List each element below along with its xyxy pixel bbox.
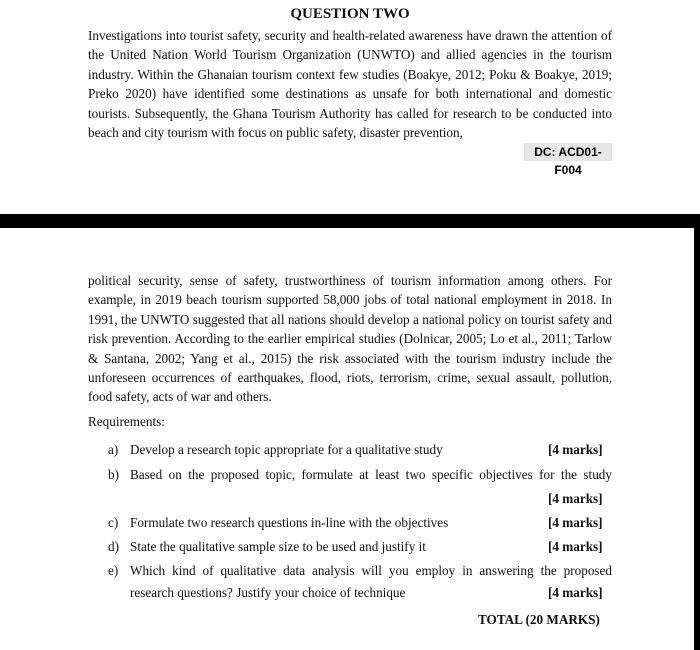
requirement-text: Develop a research topic appropriate for a qualitative study xyxy=(130,442,443,457)
document-code-badge: DC: ACD01-F004 xyxy=(524,143,612,161)
requirement-letter: c) xyxy=(108,515,119,530)
requirement-text: State the qualitative sample size to be used and justify it xyxy=(130,539,426,554)
question-title: QUESTION TWO xyxy=(290,6,410,22)
requirements-heading: Requirements: xyxy=(88,414,165,429)
requirement-marks: [4 marks] xyxy=(548,442,603,457)
requirement-text: Which kind of qualitative data analysis will you employ in answering the proposed xyxy=(130,563,612,578)
requirement-text: Based on the proposed topic, formulate at least two specific objectives for the study xyxy=(130,467,612,482)
requirement-text: Formulate two research questions in-line with the objectives xyxy=(130,515,449,530)
requirement-marks: [4 marks] xyxy=(548,515,603,530)
requirement-letter: e) xyxy=(108,563,119,578)
requirement-marks: [4 marks] xyxy=(548,539,603,554)
paragraph-1: Investigations into tourist safety, security and health-related awareness have drawn the attention of the United Nation World Tourism Organization (UNWTO) and allied agencies in the tourism industry. Within the Ghanaian tourism context few studies (Boakye, 2012; Poku & Boakye, 2019; Preko 2020) have identified some destinations as unsafe for both international and domestic tourists. Subsequently, the Ghana Tourism Authority has called for research to be conducted into beach and city tourism with focus on public safety, disaster prevention, xyxy=(88,28,612,141)
requirement-letter: a) xyxy=(108,442,119,457)
page-section-top xyxy=(0,0,700,214)
requirement-marks: [4 marks] xyxy=(548,585,603,600)
paragraph-2: political security, sense of safety, trustworthiness of tourism information among others. For example, in 2019 beach tourism supported 58,000 jobs of total national employment in 2018. In 1991, the UNWTO suggested that all nations should develop a national policy on tourist safety and risk prevention. According to the earlier empirical studies (Dolnicar, 2005; Lo et al., 2011; Tarlow & Santana, 2002; Yang et al., 2015) the risk associated with the tourism industry include the unforeseen occurrences of earthquakes, flood, riots, terrorism, crime, sexual assault, pollution, food safety, acts of war and others. xyxy=(88,273,612,405)
requirement-text-continued: research questions? Justify your choice of technique xyxy=(130,585,406,600)
page-section-bottom xyxy=(0,228,694,650)
requirement-letter: b) xyxy=(108,467,119,482)
total-marks: TOTAL (20 MARKS) xyxy=(478,612,600,627)
requirement-letter: d) xyxy=(108,539,119,554)
requirement-marks: [4 marks] xyxy=(548,491,603,506)
